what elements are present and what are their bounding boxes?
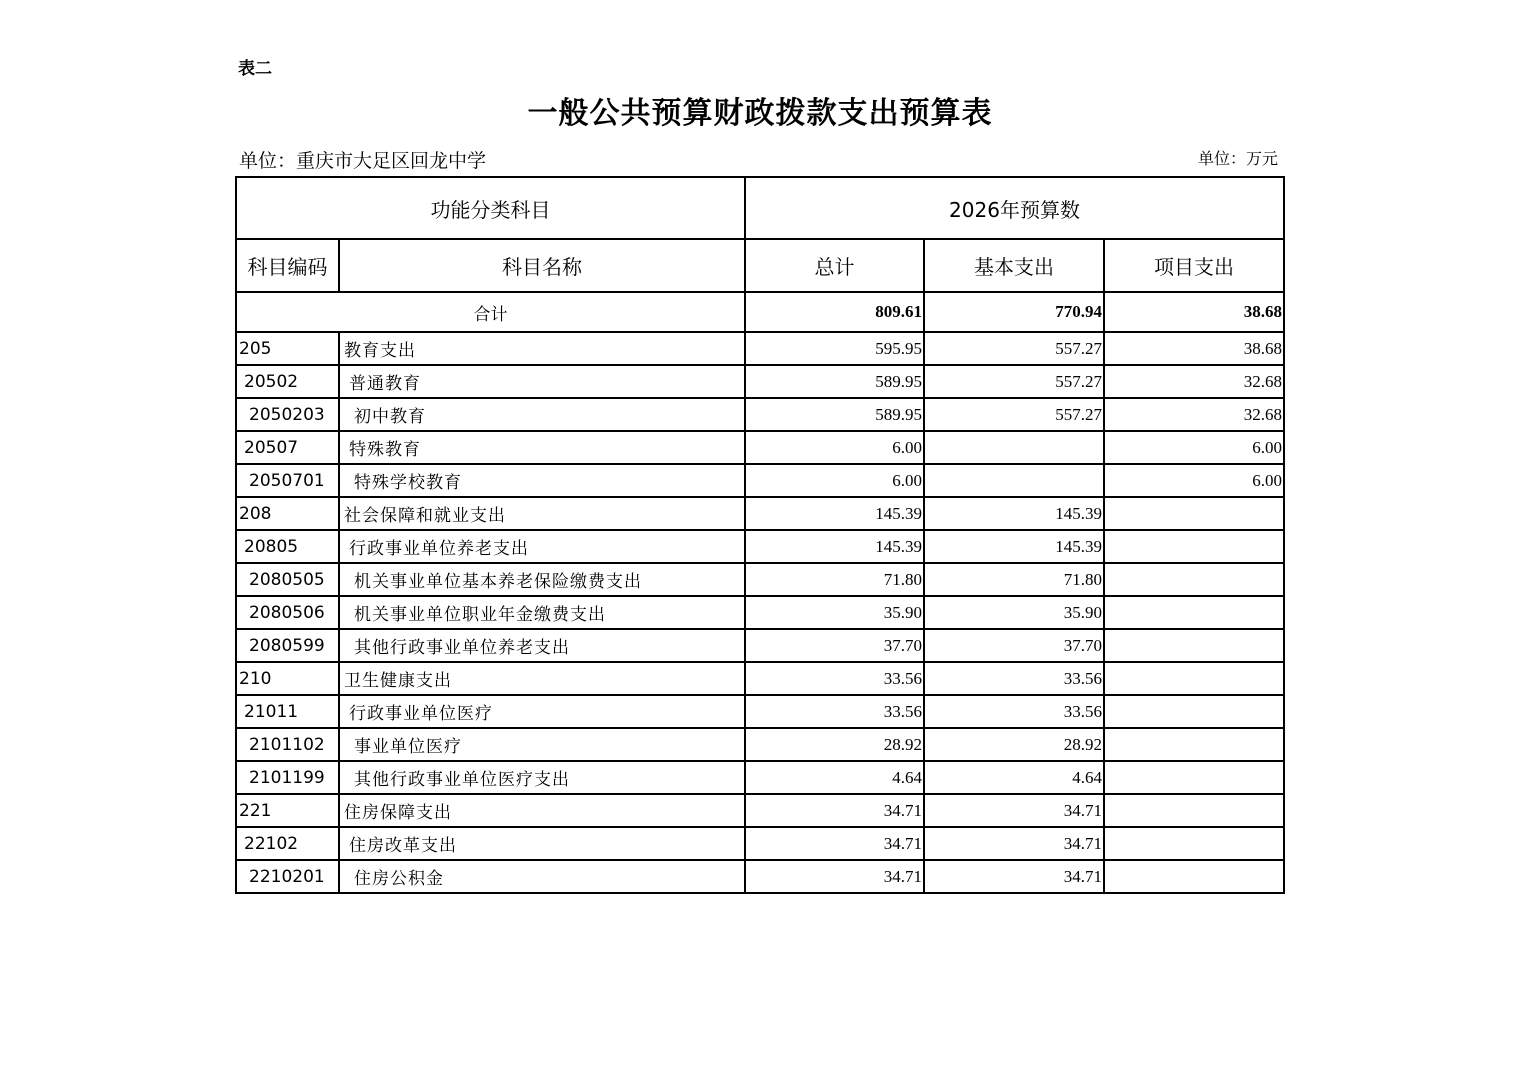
row-name: 住房保障支出 <box>339 794 745 827</box>
row-code: 205 <box>236 332 339 365</box>
row-name: 机关事业单位基本养老保险缴费支出 <box>339 563 745 596</box>
row-total: 37.70 <box>745 629 924 662</box>
row-code: 2101199 <box>236 761 339 794</box>
row-code: 20507 <box>236 431 339 464</box>
row-code: 21011 <box>236 695 339 728</box>
row-name: 住房改革支出 <box>339 827 745 860</box>
row-project <box>1104 827 1284 860</box>
table-row <box>236 827 1284 860</box>
row-project: 6.00 <box>1104 464 1284 497</box>
row-name: 行政事业单位医疗 <box>339 695 745 728</box>
row-code: 20805 <box>236 530 339 563</box>
row-basic: 33.56 <box>924 695 1104 728</box>
table-row <box>236 497 1284 530</box>
row-total: 71.80 <box>745 563 924 596</box>
row-code: 2101102 <box>236 728 339 761</box>
row-code: 2050203 <box>236 398 339 431</box>
table-row <box>236 728 1284 761</box>
row-total: 4.64 <box>745 761 924 794</box>
row-project: 38.68 <box>1104 332 1284 365</box>
row-total: 595.95 <box>745 332 924 365</box>
row-code: 2050701 <box>236 464 339 497</box>
table-row <box>236 431 1284 464</box>
row-project <box>1104 662 1284 695</box>
table-row <box>236 695 1284 728</box>
row-project <box>1104 563 1284 596</box>
row-code: 221 <box>236 794 339 827</box>
row-code: 20502 <box>236 365 339 398</box>
row-project <box>1104 860 1284 893</box>
total-total: 809.61 <box>745 292 924 332</box>
header-function-classification: 功能分类科目 <box>236 177 745 239</box>
table-row <box>236 662 1284 695</box>
total-basic: 770.94 <box>924 292 1104 332</box>
row-project: 6.00 <box>1104 431 1284 464</box>
row-total: 6.00 <box>745 464 924 497</box>
row-basic <box>924 464 1104 497</box>
row-name: 初中教育 <box>339 398 745 431</box>
row-total: 145.39 <box>745 497 924 530</box>
row-code: 208 <box>236 497 339 530</box>
table-row <box>236 464 1284 497</box>
table-row <box>236 365 1284 398</box>
table-row <box>236 629 1284 662</box>
row-name: 社会保障和就业支出 <box>339 497 745 530</box>
row-basic: 35.90 <box>924 596 1104 629</box>
row-basic <box>924 431 1104 464</box>
header-basic: 基本支出 <box>924 239 1104 292</box>
organization-unit: 单位：重庆市大足区回龙中学 <box>239 150 487 172</box>
row-total: 34.71 <box>745 827 924 860</box>
row-project <box>1104 629 1284 662</box>
total-project: 38.68 <box>1104 292 1284 332</box>
row-name: 卫生健康支出 <box>339 662 745 695</box>
row-basic: 33.56 <box>924 662 1104 695</box>
budget-table <box>235 176 1285 894</box>
row-total: 33.56 <box>745 695 924 728</box>
row-code: 2080599 <box>236 629 339 662</box>
row-project <box>1104 530 1284 563</box>
row-total: 34.71 <box>745 860 924 893</box>
row-code: 2080505 <box>236 563 339 596</box>
row-total: 589.95 <box>745 365 924 398</box>
row-total: 589.95 <box>745 398 924 431</box>
row-name: 机关事业单位职业年金缴费支出 <box>339 596 745 629</box>
row-project: 32.68 <box>1104 365 1284 398</box>
row-total: 34.71 <box>745 794 924 827</box>
row-total: 35.90 <box>745 596 924 629</box>
row-name: 其他行政事业单位医疗支出 <box>339 761 745 794</box>
row-name: 住房公积金 <box>339 860 745 893</box>
row-total: 28.92 <box>745 728 924 761</box>
row-basic: 557.27 <box>924 332 1104 365</box>
row-name: 特殊学校教育 <box>339 464 745 497</box>
row-code: 210 <box>236 662 339 695</box>
header-code: 科目编码 <box>236 239 339 292</box>
total-row <box>236 292 1284 332</box>
row-name: 事业单位医疗 <box>339 728 745 761</box>
header-total: 总计 <box>745 239 924 292</box>
table-row <box>236 596 1284 629</box>
row-basic: 557.27 <box>924 365 1104 398</box>
row-basic: 34.71 <box>924 794 1104 827</box>
row-project <box>1104 497 1284 530</box>
row-basic: 37.70 <box>924 629 1104 662</box>
row-basic: 34.71 <box>924 860 1104 893</box>
row-total: 6.00 <box>745 431 924 464</box>
row-project: 32.68 <box>1104 398 1284 431</box>
row-code: 22102 <box>236 827 339 860</box>
row-project <box>1104 794 1284 827</box>
table-row <box>236 860 1284 893</box>
table-row <box>236 398 1284 431</box>
row-name: 行政事业单位养老支出 <box>339 530 745 563</box>
row-name: 教育支出 <box>339 332 745 365</box>
header-name: 科目名称 <box>339 239 745 292</box>
table-row <box>236 530 1284 563</box>
currency-unit: 单位：万元 <box>1197 149 1278 168</box>
row-project <box>1104 596 1284 629</box>
page-title: 一般公共预算财政拨款支出预算表 <box>527 96 993 131</box>
row-basic: 145.39 <box>924 530 1104 563</box>
table-row <box>236 563 1284 596</box>
row-name: 其他行政事业单位养老支出 <box>339 629 745 662</box>
total-label: 合计 <box>236 292 745 332</box>
row-project <box>1104 728 1284 761</box>
row-basic: 28.92 <box>924 728 1104 761</box>
header-project: 项目支出 <box>1104 239 1284 292</box>
table-number: 表二 <box>238 59 272 79</box>
row-basic: 4.64 <box>924 761 1104 794</box>
row-code: 2210201 <box>236 860 339 893</box>
table-row <box>236 332 1284 365</box>
row-basic: 145.39 <box>924 497 1104 530</box>
row-total: 33.56 <box>745 662 924 695</box>
table-row <box>236 761 1284 794</box>
row-project <box>1104 761 1284 794</box>
header-budget-year: 2026年预算数 <box>745 177 1284 239</box>
table-row <box>236 794 1284 827</box>
row-name: 特殊教育 <box>339 431 745 464</box>
row-basic: 71.80 <box>924 563 1104 596</box>
row-basic: 557.27 <box>924 398 1104 431</box>
row-basic: 34.71 <box>924 827 1104 860</box>
row-code: 2080506 <box>236 596 339 629</box>
row-project <box>1104 695 1284 728</box>
row-total: 145.39 <box>745 530 924 563</box>
row-name: 普通教育 <box>339 365 745 398</box>
